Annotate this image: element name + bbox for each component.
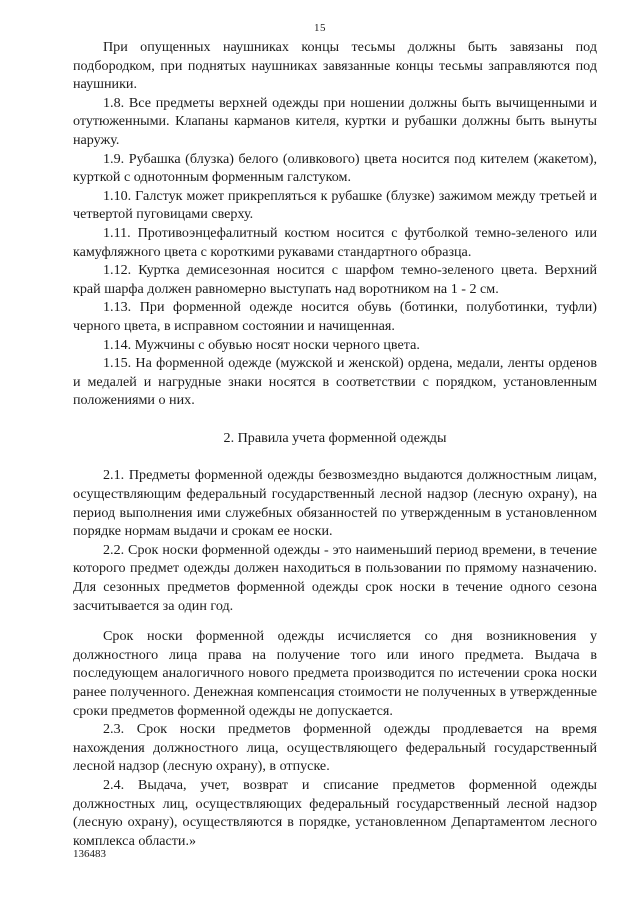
paragraph-headphones: При опущенных наушниках концы тесьмы должны быть завязаны под подбородком, при поднятых наушниках завязанные концы тесьмы заправляются под наушники. [73,39,597,93]
paragraph-1-11: 1.11. Противоэнцефалитный костюм носится с футболкой темно-зеленого или камуфляжного цвета с короткими рукавами стандартного образца. [73,224,597,260]
paragraph-2-3: 2.3. Срок носки предметов форменной одежды продлевается на время нахождения должностного лица, осуществляющего федеральный государственный лесной надзор (лесную охрану), в отпуске. [73,721,597,775]
paragraph-1-12: 1.12. Куртка демисезонная носится с шарфом темно-зеленого цвета. Верхний край шарфа должен равномерно выступать над воротником на 1 - 2 см. [73,262,597,297]
paragraph-1-10: 1.10. Галстук может прикрепляться к рубашке (блузке) зажимом между третьей и четвертой пуговицами сверху. [73,187,597,223]
paragraph-1-8: 1.8. Все предметы верхней одежды при ношении должны быть вычищенными и отутюженными. Клапаны карманов кителя, куртки и рубашки должны быть вынуты наружу. [73,94,597,148]
paragraph-2-2: 2.2. Срок носки форменной одежды - это наименьший период времени, в течение которого предмет одежды должен находиться в пользовании по прямому назначению. Для сезонных предметов форменной одежды срок носки в течение одного сезона засчитывается за один год. [73,541,597,614]
paragraph-1-15: 1.15. На форменной одежде (мужской и женской) ордена, медали, ленты орденов и медалей и нагрудные знаки носятся в соответствии с порядком, установленным положениями о них. [73,355,597,409]
document-body [73,38,597,850]
paragraph-2-4: 2.4. Выдача, учет, возврат и списание предметов форменной одежды должностных лиц, осуществляющих федеральный государственный лесной надзор (лесную охрану), осуществляются в порядке, установленном Департаментом лесного комплекса области.» [73,776,597,849]
document-code: 136483 [73,848,106,860]
paragraph-1-9: 1.9. Рубашка (блузка) белого (оливкового) цвета носится под кителем (жакетом), курткой с однотонным форменным галстуком. [73,150,597,186]
paragraph-1-14: 1.14. Мужчины с обувью носят носки черного цвета. [103,336,420,353]
paragraph-2-1: 2.1. Предметы форменной одежды безвозмездно выдаются должностным лицам, осуществляющим федеральный государственный лесной надзор (лесную охрану), на период выполнения ими служебных обязанностей по утвержденным в установленном порядке нормам выдачи и срокам ее носки. [73,467,597,540]
paragraph-term: Срок носки форменной одежды исчисляется со дня возникновения у должностного лица права на получение того или иного предмета. Выдача в последующем аналогичного нового предмета производится по истечении срока носки ранее полученного. Денежная компенсация стоимости не полученных в утвержденные сроки предметов форменной одежды не допускается. [73,628,597,719]
paragraph-1-13: 1.13. При форменной одежде носится обувь (ботинки, полуботинки, туфли) черного цвета, в исправном состоянии и начищенная. [73,299,597,334]
section-heading: 2. Правила учета форменной одежды [223,429,447,446]
page-number: 15 [314,22,326,34]
